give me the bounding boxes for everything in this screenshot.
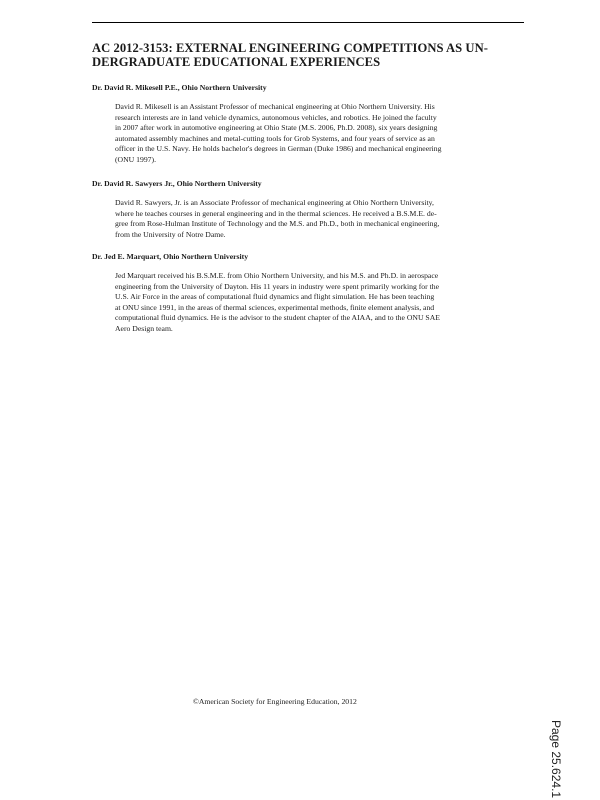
bio-line: where he teaches courses in general engineering and in the thermal sciences. He received a B.S.M.E. de- xyxy=(115,208,437,218)
bio-line: engineering from the University of Dayton. His 11 years in industry were spent primarily working for the xyxy=(115,281,440,291)
author-name: Dr. David R. Mikesell P.E., Ohio Northern University xyxy=(92,83,267,92)
bio-line: from the University of Notre Dame. xyxy=(115,229,226,239)
author-bio xyxy=(115,102,529,165)
author-bio xyxy=(115,198,529,240)
author-name: Dr. David R. Sawyers Jr., Ohio Northern University xyxy=(92,179,262,188)
bio-line: research interests are in land vehicle dynamics, autonomous vehicles, and robotics. He joined the faculty xyxy=(115,112,437,122)
author-name: Dr. Jed E. Marquart, Ohio Northern University xyxy=(92,252,249,261)
bio-line: gree from Rose-Hulman Institute of Technology and the M.S. and Ph.D., both in mechanical engineering, xyxy=(115,219,440,228)
bio-line: David R. Sawyers, Jr. is an Associate Professor of mechanical engineering at Ohio Northern University, xyxy=(115,198,434,207)
bio-line: automated assembly machines and metal-cutting tools for Grob Systems, and four years of service as an xyxy=(115,133,435,143)
bio-line: U.S. Air Force in the areas of computational fluid dynamics and flight simulation. He has been teaching xyxy=(115,292,435,301)
title-line: DERGRADUATE EDUCATIONAL EXPERIENCES xyxy=(92,54,381,69)
bio-line: at ONU since 1991, in the areas of thermal sciences, experimental methods, finite element analysis, and xyxy=(115,302,435,312)
bio-line: (ONU 1997). xyxy=(115,154,156,164)
author-bio xyxy=(115,271,529,334)
header-rule xyxy=(92,22,524,23)
page-number-stamp: Page 25.624.1 xyxy=(549,720,563,799)
bio-line: Aero Design team. xyxy=(115,323,173,333)
bio-line: officer in the U.S. Navy. He holds bachelor's degrees in German (Duke 1986) and mechanical engineering xyxy=(115,144,442,153)
bio-line: Jed Marquart received his B.S.M.E. from Ohio Northern University, and his M.S. and Ph.D. in aerospace xyxy=(115,271,439,280)
paper-title xyxy=(92,42,528,69)
bio-line: in 2007 after work in automotive engineering at Ohio State (M.S. 2006, Ph.D. 2008), six years designing xyxy=(115,123,438,132)
bio-line: computational fluid dynamics. He is the advisor to the student chapter of the AIAA, and to the ONU SAE xyxy=(115,313,440,322)
copyright-footer: ©American Society for Engineering Education, 2012 xyxy=(193,697,357,706)
bio-line: David R. Mikesell is an Assistant Professor of mechanical engineering at Ohio Northern University. His xyxy=(115,102,435,111)
title-line: AC 2012-3153: EXTERNAL ENGINEERING COMPETITIONS AS UN- xyxy=(92,41,488,55)
